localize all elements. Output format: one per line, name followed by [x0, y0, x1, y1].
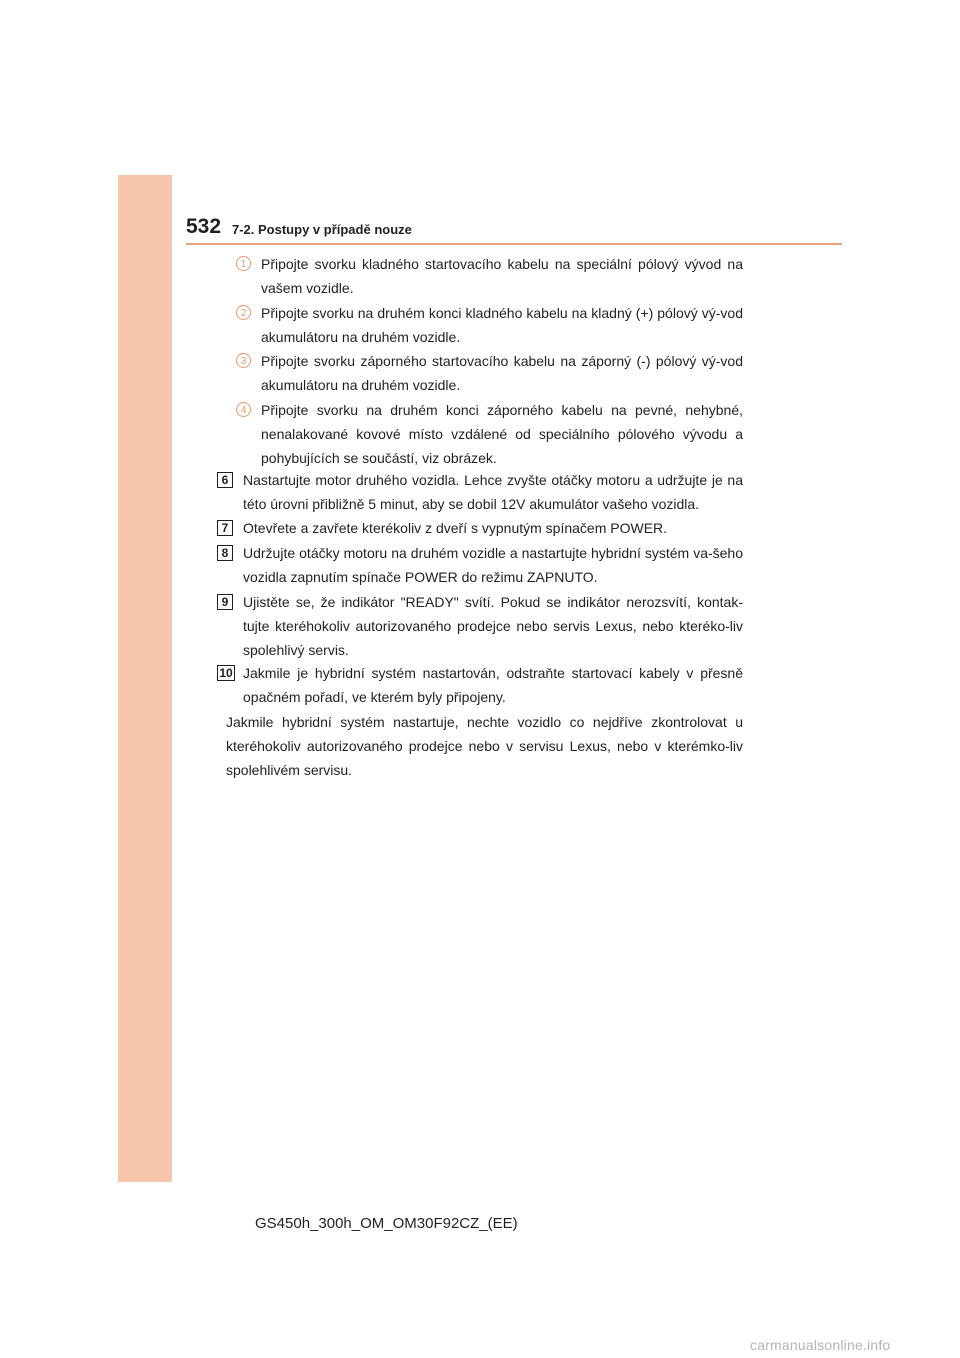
step-marker-6: 6 [217, 472, 233, 488]
step-marker-9: 9 [217, 594, 233, 610]
document-code: GS450h_300h_OM_OM30F92CZ_(EE) [255, 1215, 518, 1232]
section-title: 7-2. Postupy v případě nouze [232, 222, 412, 237]
substep-marker-1: 1 [236, 256, 251, 271]
step-text: Nastartujte motor druhého vozidla. Lehce zvyšte otáčky motoru a udržujte je na této úrovni přibližně 5 minut, aby se dobil 12V akumulátor vašeho vozidla. [243, 472, 743, 512]
substep-item [261, 349, 743, 397]
substep-item [261, 398, 743, 470]
step-text: Udržujte otáčky motoru na druhém vozidle a nastartujte hybridní systém va-šeho vozidla zapnutím spínače POWER do režimu ZAPNUTO. [243, 545, 743, 585]
page-number: 532 [186, 215, 222, 238]
step-text: Jakmile je hybridní systém nastartován, odstraňte startovací kabely v přesně opačném pořadí, ve kterém byly připojeny. [243, 665, 743, 705]
header-divider [186, 243, 842, 245]
substep-text: Připojte svorku na druhém konci kladného kabelu na kladný (+) pólový vý-vod akumulátoru na druhém vozidle. [261, 305, 743, 345]
substep-text: Připojte svorku na druhém konci záporného kabelu na pevné, nehybné, nenalakované kovové místo vzdálené od speciálního pólového vývodu a pohybujících se součástí, viz obrázek. [261, 402, 743, 466]
step-item [243, 541, 743, 589]
step-marker-10: 10 [217, 665, 235, 681]
substep-item [261, 252, 743, 300]
chapter-sidebar-tab [118, 175, 172, 1182]
closing-paragraph: Jakmile hybridní systém nastartuje, nechte vozidlo co nejdříve zkontrolovat u kteréhokoliv autorizovaného prodejce nebo v servisu Lexus, nebo v kterémko-liv spolehlivém servisu. [226, 714, 743, 778]
step-item [243, 468, 743, 516]
substep-text: Připojte svorku záporného startovacího kabelu na záporný (-) pólový vý-vod akumulátoru na druhém vozidle. [261, 353, 743, 393]
substep-marker-2: 2 [236, 305, 251, 320]
substep-marker-3: 3 [236, 353, 251, 368]
substep-item [261, 301, 743, 349]
substep-text: Připojte svorku kladného startovacího kabelu na speciální pólový vývod na vašem vozidle. [261, 256, 743, 296]
step-marker-8: 8 [217, 545, 233, 561]
step-item [243, 516, 743, 540]
step-text: Ujistěte se, že indikátor "READY" svítí. Pokud se indikátor nerozsvítí, kontak-tujte kteréhokoliv autorizovaného prodejce nebo servis Lexus, nebo kteréko-liv spolehlivý servis. [243, 594, 743, 658]
step-marker-7: 7 [217, 520, 233, 536]
step-item [243, 590, 743, 662]
step-item [243, 661, 743, 709]
watermark-text: carmanualsonline.info [750, 1337, 891, 1353]
substep-marker-4: 4 [236, 402, 251, 417]
step-text: Otevřete a zavřete kterékoliv z dveří s vypnutým spínačem POWER. [243, 520, 668, 536]
